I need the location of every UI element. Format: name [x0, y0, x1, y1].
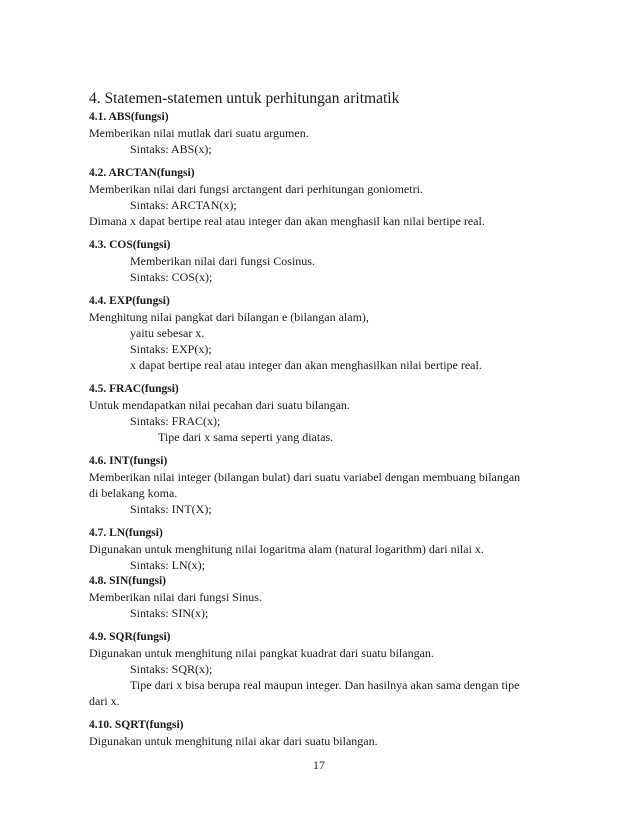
section-heading: 4.7. LN(fungsi) [89, 527, 163, 539]
page-number: 17 [313, 758, 325, 772]
section-text: Memberikan nilai dari fungsi arctangent dari perhitungan goniometri. [89, 182, 423, 196]
page-title: 4. Statemen-statemen untuk perhitungan aritmatik [89, 90, 400, 107]
syntax-text: Sintaks: ARCTAN(x); [130, 198, 237, 212]
section-text: Memberikan nilai mutlak dari suatu argumen. [89, 126, 309, 140]
section-text: yaitu sebesar x. [130, 326, 205, 340]
section-text: Memberikan nilai integer (bilangan bulat) dari suatu variabel dengan membuang bilangan [89, 470, 521, 484]
syntax-text: Sintaks: SQR(x); [130, 662, 213, 676]
section-text: Digunakan untuk menghitung nilai logaritma alam (natural logarithm) dari nilai x. [89, 542, 484, 556]
section-text: Digunakan untuk menghitung nilai akar dari suatu bilangan. [89, 734, 378, 748]
section-text: Memberikan nilai dari fungsi Sinus. [89, 590, 262, 604]
section-text: Tipe dari x sama seperti yang diatas. [158, 430, 334, 444]
section-text: Menghitung nilai pangkat dari bilangan e (bilangan alam), [89, 310, 369, 324]
syntax-text: Sintaks: SIN(x); [130, 606, 209, 620]
section-heading: 4.8. SIN(fungsi) [89, 575, 167, 587]
section-text: x dapat bertipe real atau integer dan akan menghasilkan nilai bertipe real. [130, 358, 482, 372]
section-text: Tipe dari x bisa berupa real maupun integer. Dan hasilnya akan sama dengan tipe [130, 678, 520, 692]
section-heading: 4.9. SQR(fungsi) [89, 631, 171, 643]
section-text: dari x. [89, 694, 120, 708]
section-text: di belakang koma. [89, 486, 178, 500]
section-heading: 4.1. ABS(fungsi) [89, 111, 169, 123]
section-heading: 4.4. EXP(fungsi) [89, 295, 170, 307]
section-heading: 4.10. SQRT(fungsi) [89, 719, 184, 731]
section-heading: 4.2. ARCTAN(fungsi) [89, 167, 195, 179]
syntax-text: Sintaks: COS(x); [130, 270, 213, 284]
section-heading: 4.5. FRAC(fungsi) [89, 383, 179, 395]
section-text: Digunakan untuk menghitung nilai pangkat kuadrat dari suatu bilangan. [89, 646, 434, 660]
syntax-text: Sintaks: ABS(x); [130, 142, 212, 156]
section-text: Memberikan nilai dari fungsi Cosinus. [130, 254, 315, 268]
section-heading: 4.3. COS(fungsi) [89, 239, 171, 251]
section-text: Dimana x dapat bertipe real atau integer dan akan menghasil kan nilai bertipe real. [89, 214, 485, 228]
syntax-text: Sintaks: LN(x); [130, 558, 205, 572]
syntax-text: Sintaks: FRAC(x); [130, 414, 221, 428]
section-heading: 4.6. INT(fungsi) [89, 455, 168, 467]
syntax-text: Sintaks: EXP(x); [130, 342, 212, 356]
section-text: Untuk mendapatkan nilai pecahan dari suatu bilangan. [89, 398, 350, 412]
syntax-text: Sintaks: INT(X); [130, 502, 212, 516]
